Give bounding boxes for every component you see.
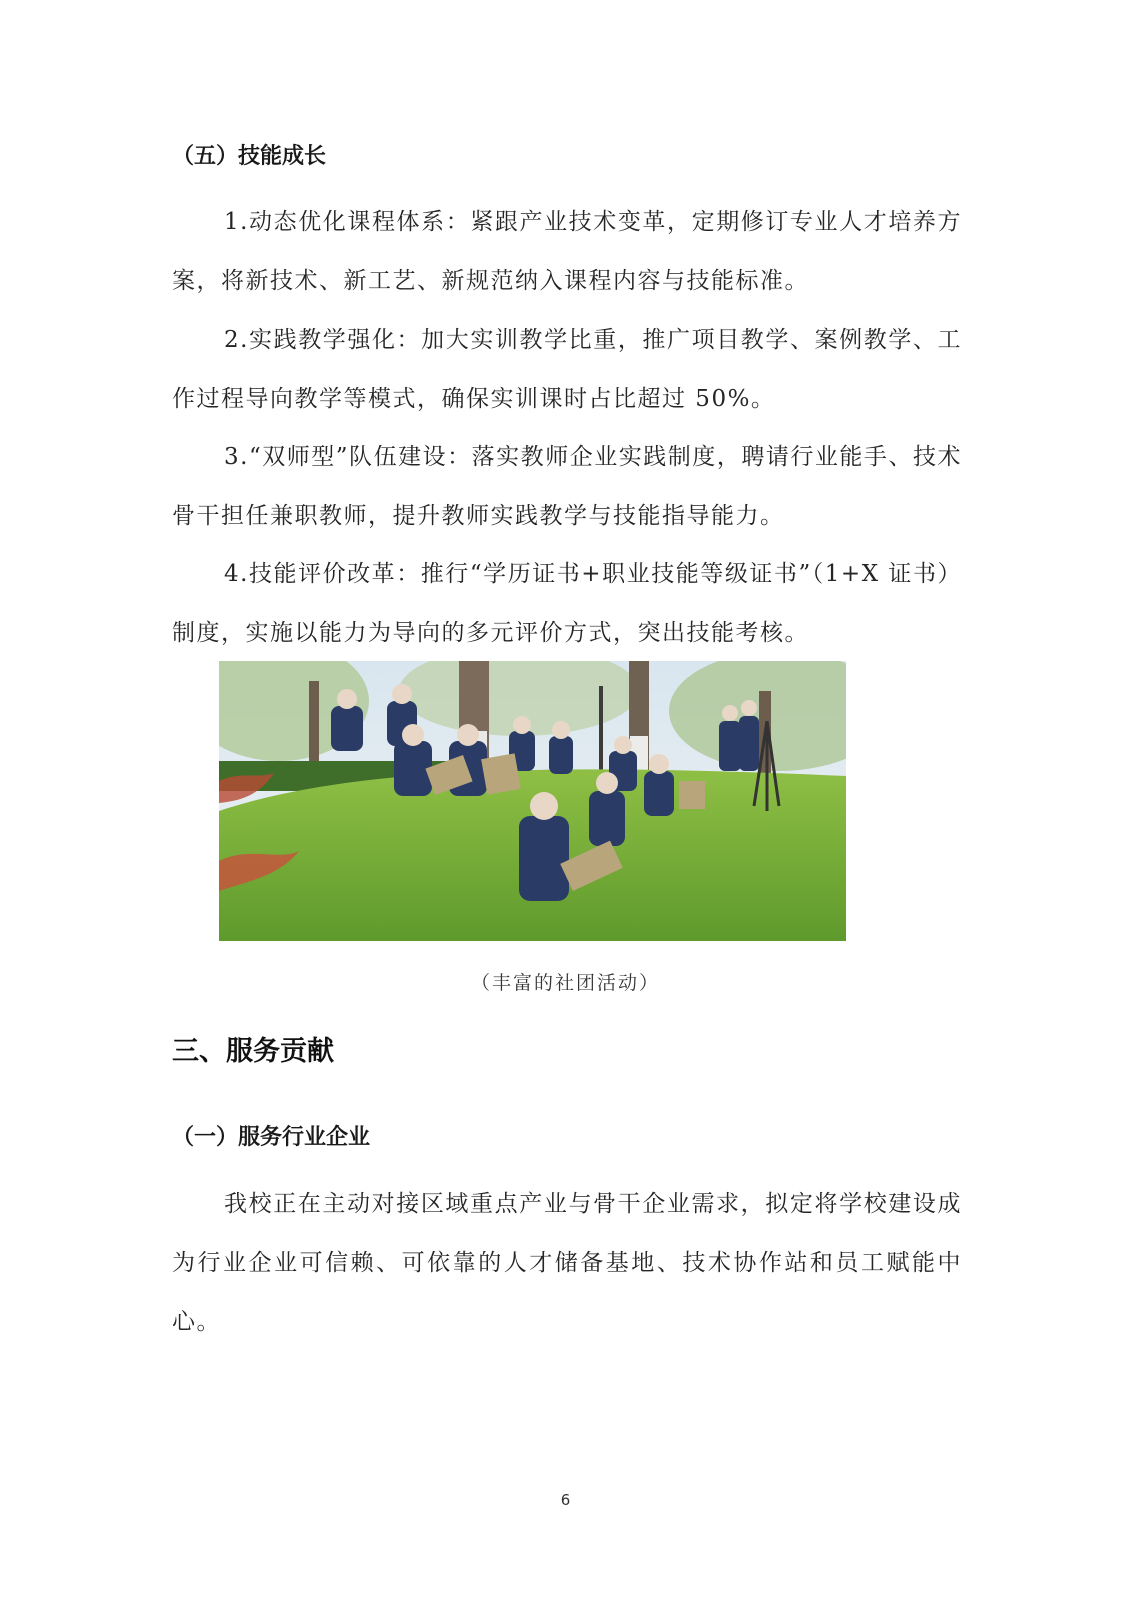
section-heading-serve-industry: （一）服务行业企业	[172, 1125, 371, 1150]
chapter-heading-service-contribution: 三、服务贡献	[172, 1036, 334, 1067]
paragraph-serve-industry: 我校正在主动对接区域重点产业与骨干企业需求，拟定将学校建设成为行业企业可信赖、可依靠的人才储备基地、技术协作站和员工赋能中心。	[172, 1191, 962, 1335]
paragraph-item-4: 4.技能评价改革：推行“学历证书+职业技能等级证书”（1+X 证书）制度，实施以能力为导向的多元评价方式，突出技能考核。	[172, 561, 962, 646]
photo-caption: （丰富的社团活动）	[470, 972, 660, 994]
paragraph-item-2: 2.实践教学强化：加大实训教学比重，推广项目教学、案例教学、工作过程导向教学等模式，确保实训课时占比超过 50%。	[172, 327, 962, 412]
page-number: 6	[560, 1491, 571, 1509]
club-activity-photo	[219, 661, 846, 941]
paragraph-item-1: 1.动态优化课程体系：紧跟产业技术变革，定期修订专业人才培养方案，将新技术、新工艺、新规范纳入课程内容与技能标准。	[172, 209, 962, 294]
section-heading-skill-growth: （五）技能成长	[172, 144, 327, 169]
paragraph-item-3: 3.“双师型”队伍建设：落实教师企业实践制度，聘请行业能手、技术骨干担任兼职教师，提升教师实践教学与技能指导能力。	[172, 444, 962, 529]
